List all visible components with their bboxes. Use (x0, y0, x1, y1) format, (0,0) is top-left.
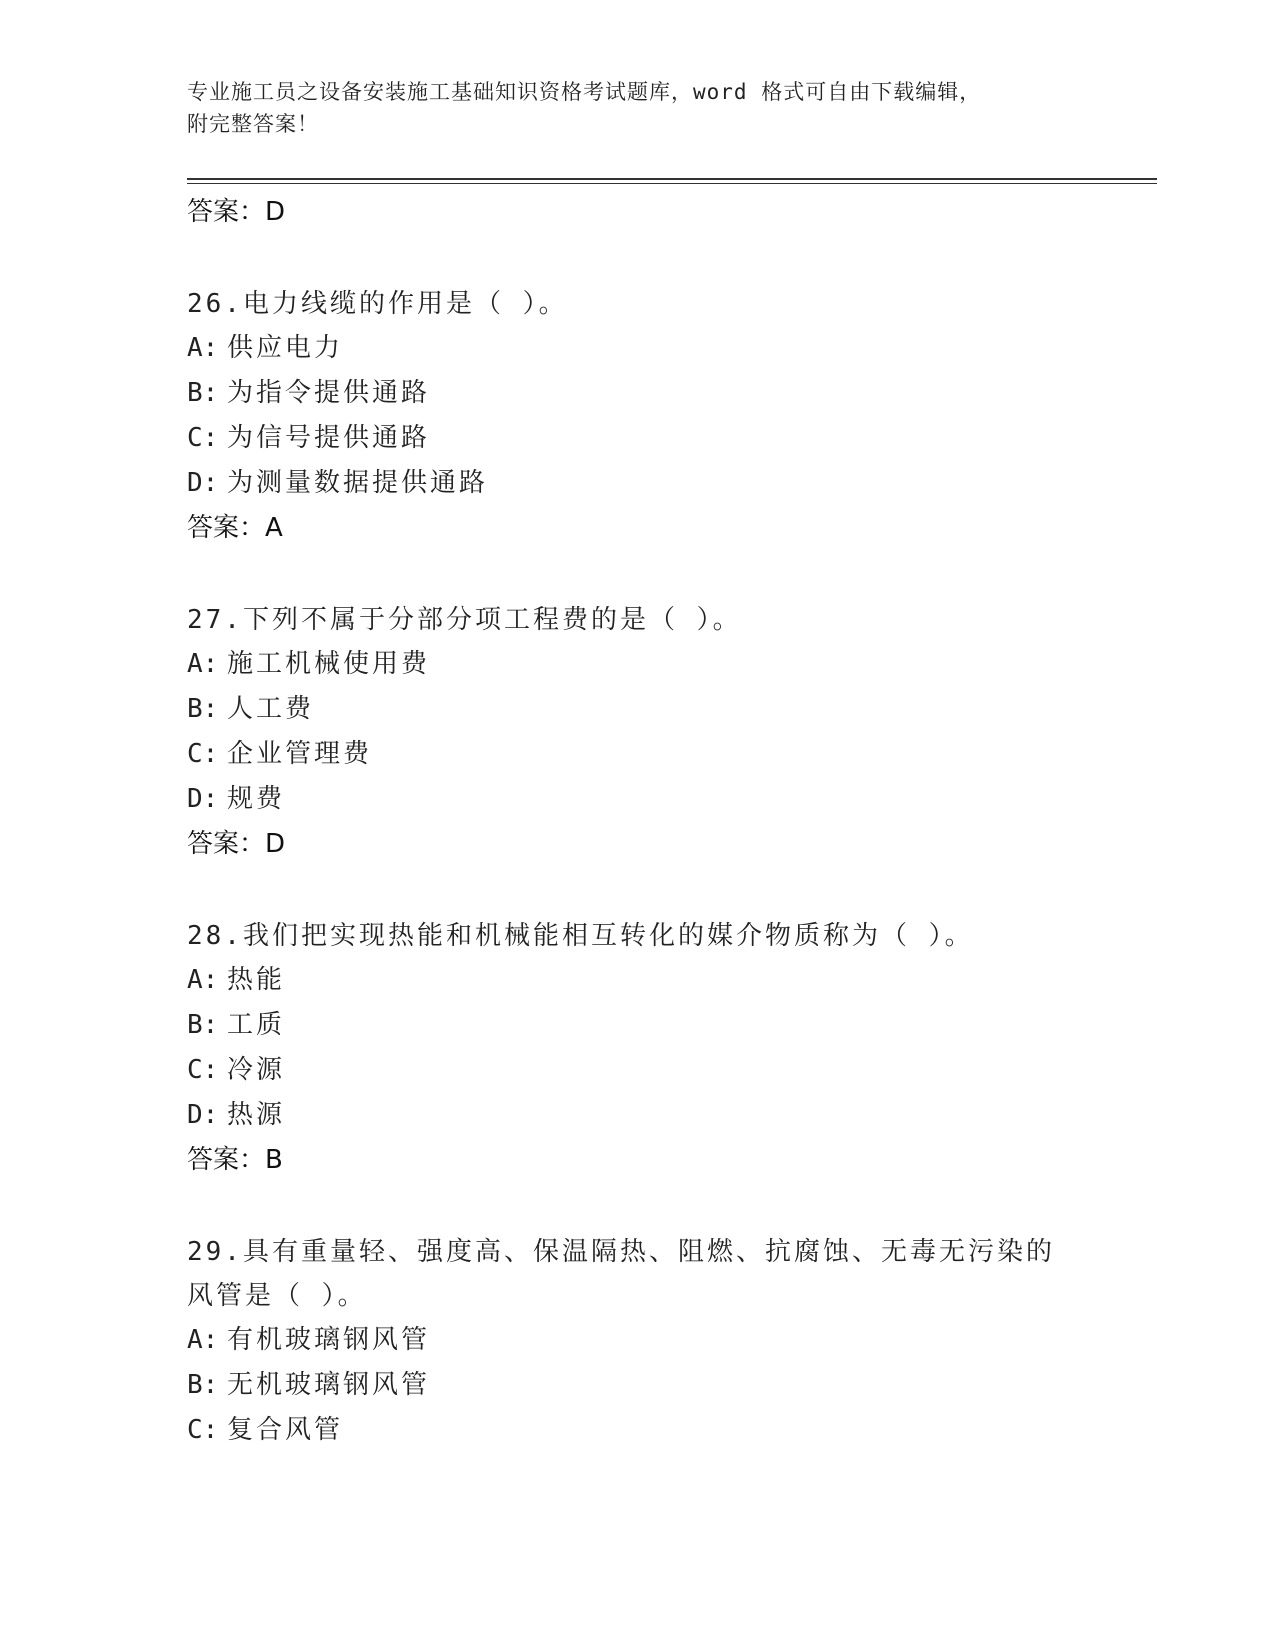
question-block (187, 282, 1087, 550)
option-letter: A: (187, 1325, 219, 1355)
option-text: 规费 (227, 784, 286, 814)
answer-label: 答案： (187, 197, 266, 227)
answer-value: A (265, 513, 283, 543)
option-letter: C: (187, 423, 219, 453)
option-b (187, 1003, 1087, 1048)
option-text: 供应电力 (227, 333, 344, 363)
answer-label: 答案： (187, 1145, 266, 1175)
option-text: 冷源 (227, 1055, 286, 1085)
option-text: 有机玻璃钢风管 (227, 1325, 431, 1355)
answer-line (187, 1138, 1087, 1182)
option-b (187, 687, 1087, 732)
answer-line (187, 822, 1087, 866)
answer-label: 答案： (187, 829, 266, 859)
option-d (187, 461, 1087, 506)
option-b (187, 371, 1087, 416)
option-text: 热能 (227, 965, 286, 995)
header-rule-thin (187, 183, 1157, 184)
header-line-1: 专业施工员之设备安装施工基础知识资格考试题库，word 格式可自由下载编辑， (187, 80, 982, 104)
question-stem: 29.具有重量轻、强度高、保温隔热、阻燃、抗腐蚀、无毒无污染的风管是（ ）。 (187, 1237, 1055, 1311)
option-text: 为信号提供通路 (227, 423, 431, 453)
option-b (187, 1363, 1087, 1408)
answer-value: D (265, 197, 286, 227)
option-letter: B: (187, 694, 219, 724)
question-block (187, 1230, 1087, 1453)
option-letter: C: (187, 1055, 219, 1085)
option-a (187, 958, 1087, 1003)
option-text: 工质 (227, 1010, 286, 1040)
option-letter: D: (187, 1100, 219, 1130)
option-letter: B: (187, 378, 219, 408)
option-letter: A: (187, 333, 219, 363)
option-c (187, 416, 1087, 461)
document-body (187, 190, 1087, 1453)
option-text: 热源 (227, 1100, 286, 1130)
header-rule-thick (187, 178, 1157, 180)
option-text: 施工机械使用费 (227, 649, 431, 679)
option-a (187, 1318, 1087, 1363)
option-letter: B: (187, 1010, 219, 1040)
answer-line (187, 190, 1087, 234)
option-text: 复合风管 (227, 1415, 344, 1445)
answer-label: 答案： (187, 513, 266, 543)
option-text: 企业管理费 (227, 739, 373, 769)
option-d (187, 777, 1087, 822)
answer-line (187, 506, 1087, 550)
option-letter: A: (187, 649, 219, 679)
option-letter: B: (187, 1370, 219, 1400)
option-text: 为指令提供通路 (227, 378, 431, 408)
option-text: 无机玻璃钢风管 (227, 1370, 431, 1400)
option-c (187, 1048, 1087, 1093)
document-header (187, 76, 1087, 140)
option-letter: A: (187, 965, 219, 995)
option-letter: D: (187, 784, 219, 814)
option-c (187, 1408, 1087, 1453)
option-letter: C: (187, 739, 219, 769)
answer-value: D (265, 829, 286, 859)
header-line-2: 附完整答案！ (187, 112, 319, 136)
option-letter: C: (187, 1415, 219, 1445)
question-block (187, 598, 1087, 866)
question-stem: 27.下列不属于分部分项工程费的是（ ）。 (187, 605, 742, 635)
option-c (187, 732, 1087, 777)
option-d (187, 1093, 1087, 1138)
answer-value: B (265, 1145, 283, 1175)
question-block (187, 914, 1087, 1182)
question-stem: 26.电力线缆的作用是（ ）。 (187, 289, 568, 319)
option-text: 人工费 (227, 694, 315, 724)
question-stem: 28.我们把实现热能和机械能相互转化的媒介物质称为（ ）。 (187, 921, 974, 951)
option-a (187, 326, 1087, 371)
option-a (187, 642, 1087, 687)
option-letter: D: (187, 468, 219, 498)
option-text: 为测量数据提供通路 (227, 468, 489, 498)
